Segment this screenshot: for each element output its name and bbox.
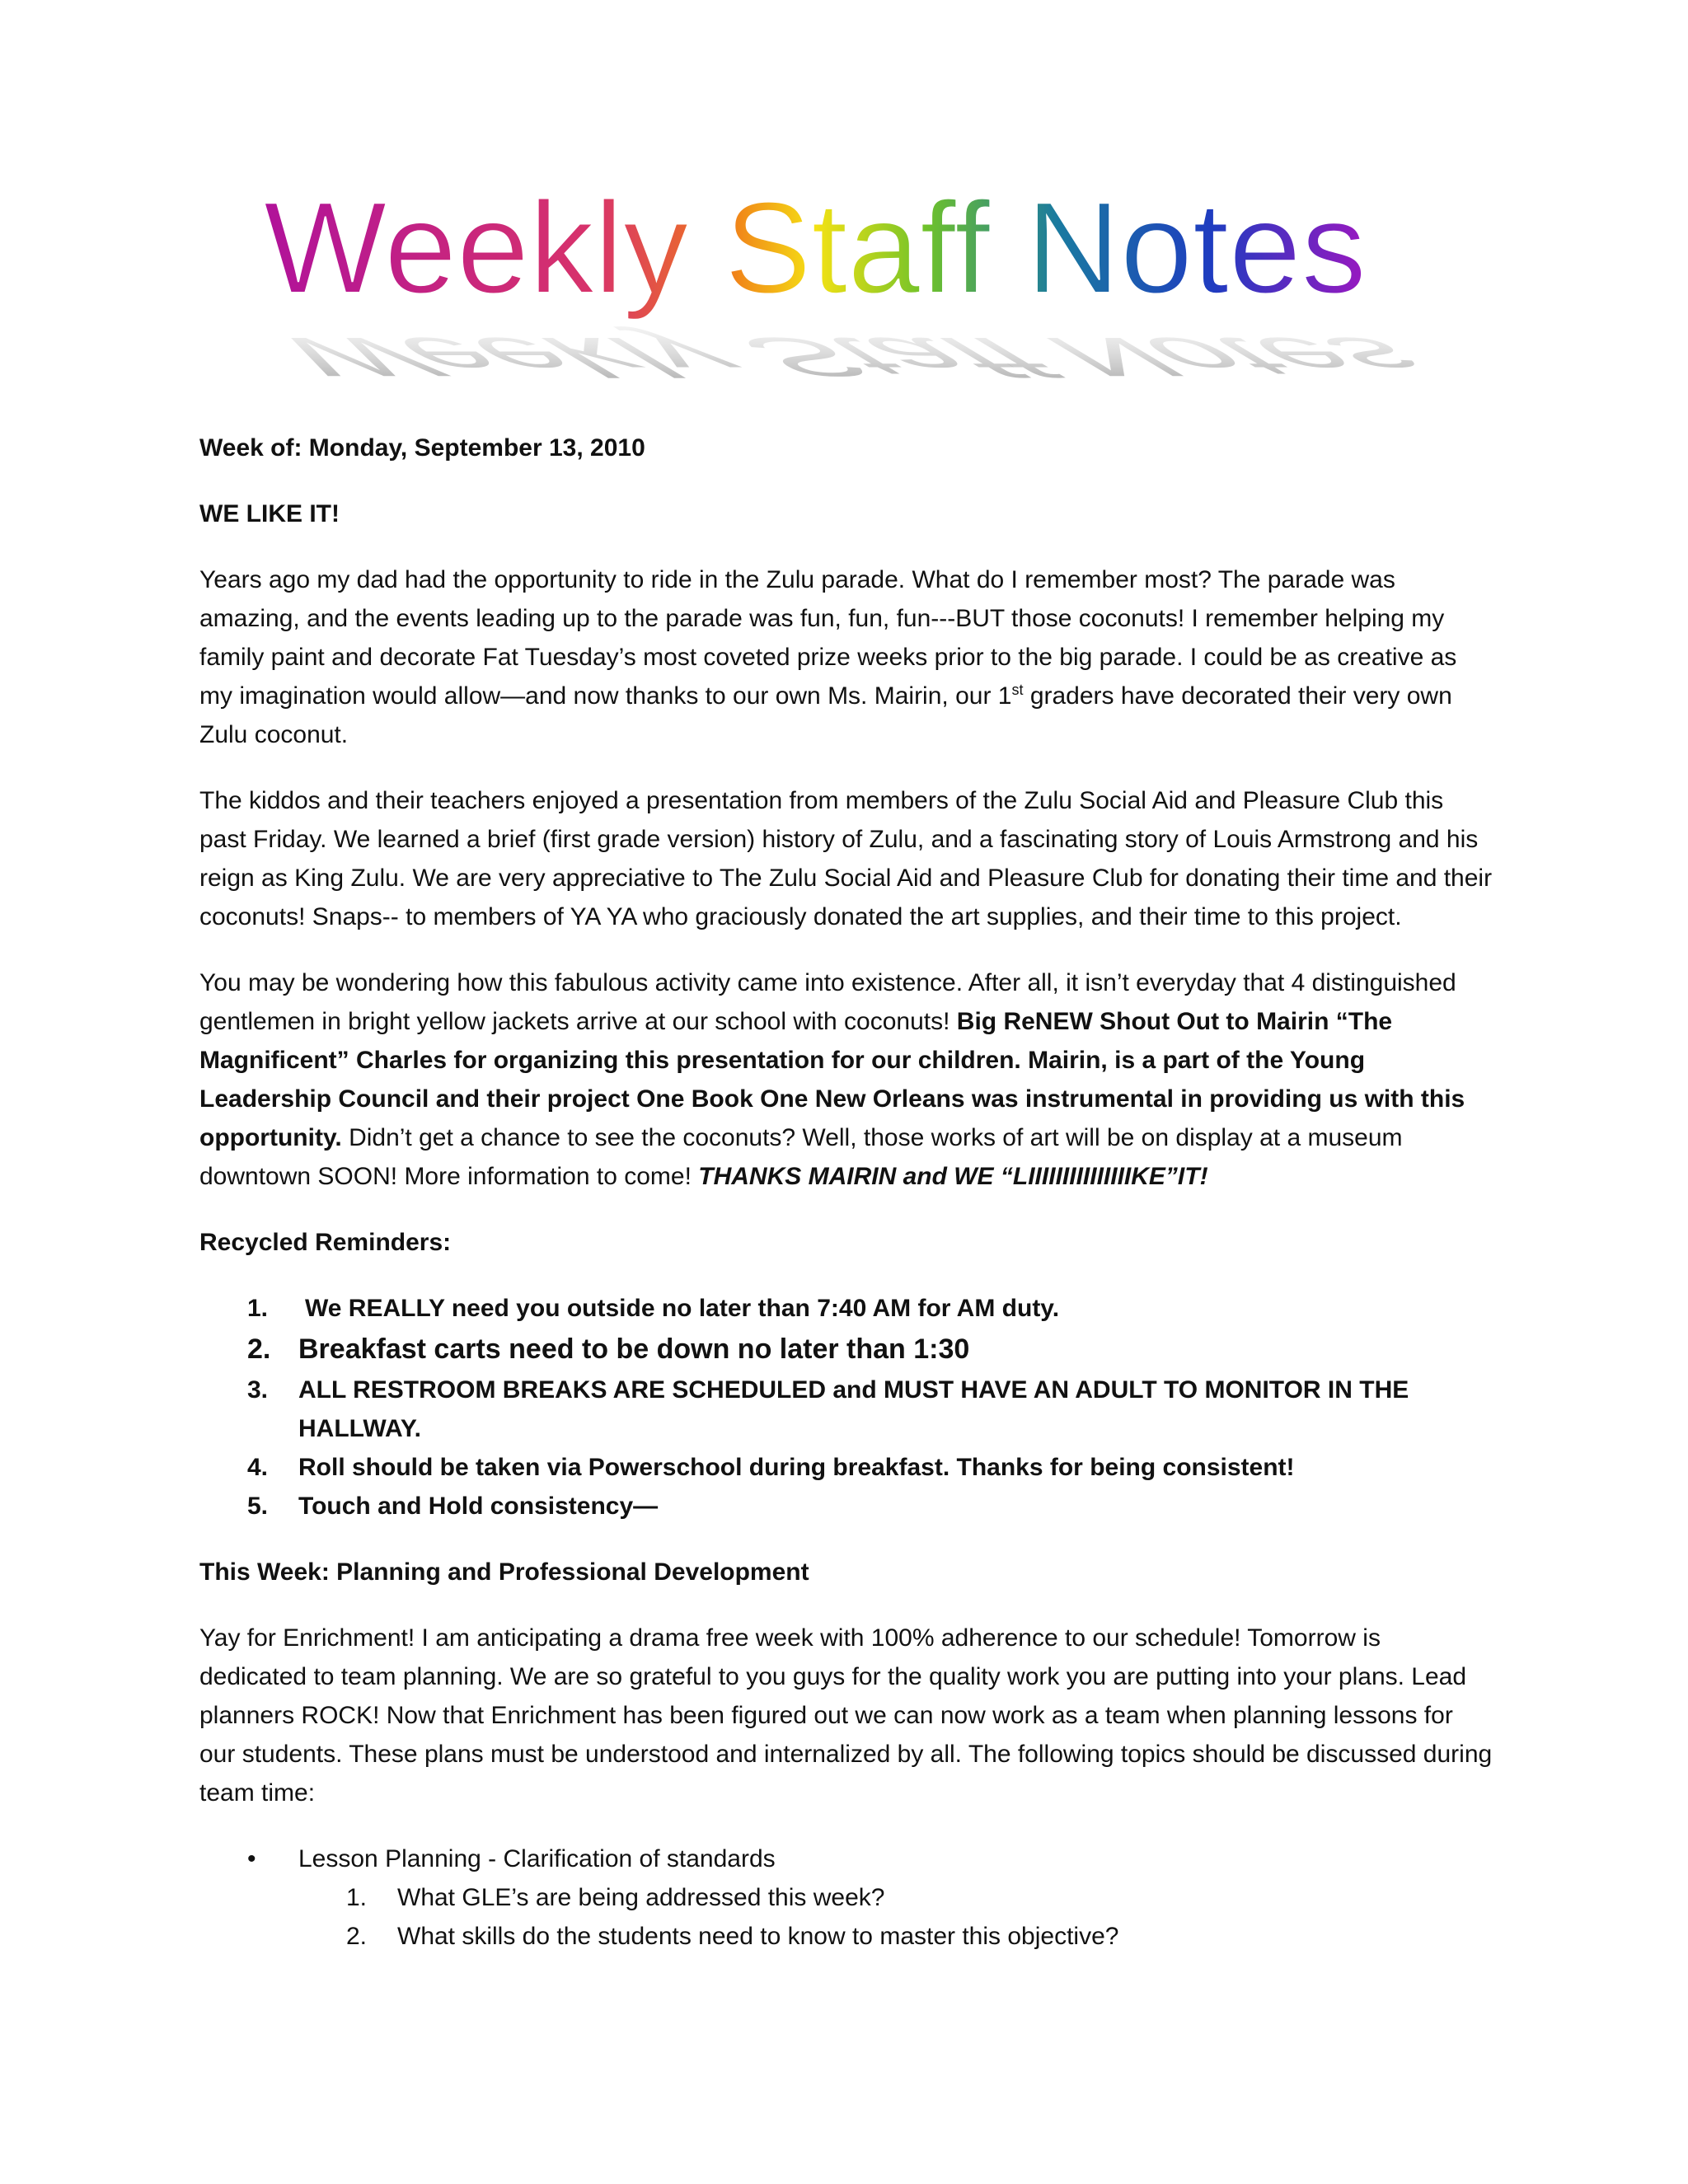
reminder-text: Breakfast carts need to be down no later than 1:30 — [298, 1333, 970, 1365]
reminder-number: 1. — [247, 1295, 269, 1322]
thanks-bold-italic-text: THANKS MAIRIN and WE “LIIIIIIIIIIIIIIIKE”IT! — [698, 1163, 1208, 1190]
paragraph-zulu-parade — [199, 560, 1493, 754]
reminder-text: ALL RESTROOM BREAKS ARE SCHEDULED and MUST HAVE AN ADULT TO MONITOR IN THE HALLWAY. — [298, 1376, 1409, 1442]
banner-shadow: Weekly Staff Notes — [244, 326, 1464, 388]
bullet-icon: • — [247, 1845, 256, 1872]
section-title-we-like-it: WE LIKE IT! — [199, 500, 340, 527]
topics-list — [199, 1840, 1493, 1878]
topic-sub-list — [199, 1878, 1493, 1956]
shout-out-bold-text: Big ReNEW Shout Out to Mairin “The Magnificent” Charles for organizing this presentation for our children. Mairin, is a part of the Young Leadership Council and their project One Book One New Orleans was instrumental in providing us with this opportunity. — [199, 1008, 1465, 1151]
reminder-text: Touch and Hold consistency— — [298, 1493, 659, 1520]
reminder-number: 3. — [247, 1376, 269, 1404]
reminder-number: 2. — [247, 1333, 271, 1365]
sub-item-text: What GLE’s are being addressed this week? — [397, 1884, 885, 1911]
reminder-text: We REALLY need you outside no later than 7:40 AM for AM duty. — [305, 1295, 1060, 1322]
paragraph-text: Didn’t get a chance to see the coconuts? Well, those works of art will be on display at a museum downtown SOON! More information to come! — [199, 1124, 1403, 1190]
topic-text: Lesson Planning - Clarification of standards — [298, 1845, 776, 1872]
reminder-item — [199, 1448, 1493, 1487]
document-body — [199, 429, 1493, 1956]
reminder-number: 5. — [247, 1493, 269, 1520]
reminders-list — [199, 1289, 1493, 1526]
sub-item — [199, 1917, 1493, 1956]
reminder-text: Roll should be taken via Powerschool during breakfast. Thanks for being consistent! — [298, 1454, 1295, 1481]
reminder-item — [199, 1289, 1493, 1328]
ordinal-superscript: st — [1011, 682, 1024, 698]
reminder-item — [199, 1328, 1493, 1371]
paragraph-enrichment: Yay for Enrichment! I am anticipating a drama free week with 100% adherence to our schedule! Tomorrow is dedicated to team planning. We are so grateful to you guys for the quality work you are putting into your plans. Lead planners ROCK! Now that Enrichment has been figured out we can now work as a team when planning lessons for our students. These plans must be understood and internalized by all. The following topics should be discussed during team time: — [199, 1624, 1493, 1807]
paragraph-text: Years ago my dad had the opportunity to ride in the Zulu parade. What do I remember most? The parade was amazing, and the events leading up to the parade was fun, fun, fun---BUT those coconuts! I remember helping my family paint and decorate Fat Tuesday’s most coveted prize weeks prior to the big parade. I could be as creative as my imagination would allow—and now thanks to our own Ms. Mairin, our 1 — [199, 566, 1457, 710]
banner-graphic — [198, 169, 1464, 388]
sub-item — [199, 1878, 1493, 1917]
week-of-line: Week of: Monday, September 13, 2010 — [199, 434, 645, 462]
reminder-item — [199, 1487, 1493, 1526]
paragraph-shout-out — [199, 963, 1493, 1196]
sub-item-number: 2. — [346, 1923, 368, 1950]
reminder-item — [199, 1371, 1493, 1448]
topic-item — [199, 1840, 1493, 1878]
reminders-title: Recycled Reminders: — [199, 1229, 452, 1256]
sub-item-text: What skills do the students need to know to master this objective? — [397, 1923, 1119, 1950]
paragraph-text: You may be wondering how this fabulous activity came into existence. After all, it isn’t everyday that 4 distinguished gentlemen in bright yellow jackets arrive at our school with coconuts! — [199, 969, 1456, 1035]
paragraph-presentation: The kiddos and their teachers enjoyed a presentation from members of the Zulu Social Aid and Pleasure Club this past Friday. We learned a brief (first grade version) history of Zulu, and a fascinating story of Louis Armstrong and his reign as King Zulu. We are very appreciative to The Zulu Social Aid and Pleasure Club for donating their time and their coconuts! Snaps-- to members of YA YA who graciously donated the art supplies, and their time to this project. — [199, 787, 1493, 930]
banner-wordart — [198, 169, 1464, 388]
reminder-number: 4. — [247, 1454, 269, 1481]
paragraph-text: graders have decorated their very own Zulu coconut. — [199, 682, 1452, 748]
banner-title: Weekly Staff Notes — [264, 176, 1367, 321]
sub-item-number: 1. — [346, 1884, 368, 1911]
this-week-title: This Week: Planning and Professional Development — [199, 1558, 809, 1586]
